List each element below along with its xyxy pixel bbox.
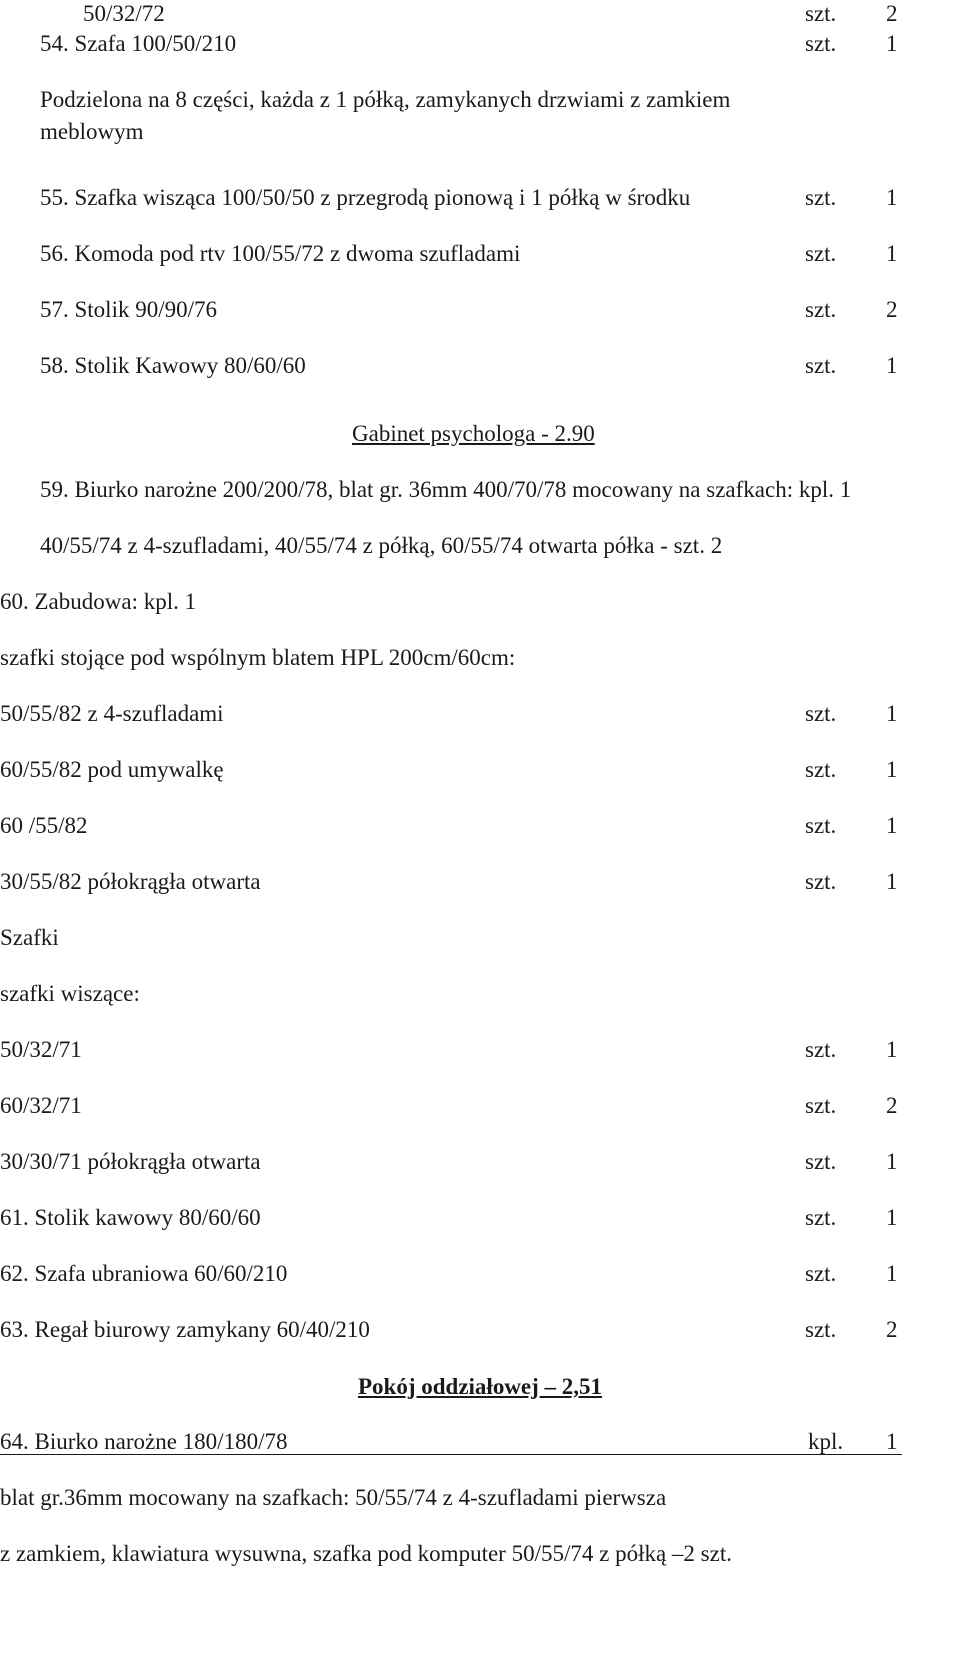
- cabinet-row: 50/55/82 z 4-szufladami: [0, 701, 224, 726]
- item-60-text: 60. Zabudowa: kpl. 1: [0, 589, 197, 614]
- item-qty: 2: [886, 1, 898, 26]
- cabinet-unit: szt.: [805, 701, 837, 726]
- wall-cabinet-row: 30/30/71 półokrągła otwarta: [0, 1149, 261, 1174]
- item-63-text: 63. Regał biurowy zamykany 60/40/210: [0, 1317, 370, 1342]
- item-54-description: Podzielona na 8 części, każda z 1 półką, zamykanych drzwiami z zamkiem: [40, 87, 731, 112]
- section-heading-pokoj: Pokój oddziałowej – 2,51: [358, 1374, 603, 1399]
- item-62-unit: szt.: [805, 1261, 837, 1286]
- item-54-unit: szt.: [805, 31, 837, 56]
- wall-cabinet-qty: 1: [886, 1037, 898, 1062]
- section-heading-gabinet: Gabinet psychologa - 2.90: [352, 421, 595, 446]
- item-58-text: 58. Stolik Kawowy 80/60/60: [40, 353, 306, 378]
- item-text: 50/32/72: [83, 1, 165, 26]
- wall-cabinet-qty: 2: [886, 1093, 898, 1118]
- item-62-qty: 1: [886, 1261, 898, 1286]
- item-57-qty: 2: [886, 297, 898, 322]
- item-59-details: 40/55/74 z 4-szufladami, 40/55/74 z półką, 60/55/74 otwarta półka - szt. 2: [40, 533, 723, 558]
- item-56-text: 56. Komoda pod rtv 100/55/72 z dwoma szufladami: [40, 241, 521, 266]
- wall-cabinet-unit: szt.: [805, 1149, 837, 1174]
- item-64-qty: 1: [886, 1429, 898, 1454]
- item-56-qty: 1: [886, 241, 898, 266]
- cabinet-unit: szt.: [805, 813, 837, 838]
- item-64-unit: kpl.: [808, 1429, 844, 1454]
- cabinet-qty: 1: [886, 701, 898, 726]
- item-61-unit: szt.: [805, 1205, 837, 1230]
- item-60-subheading: szafki stojące pod wspólnym blatem HPL 200cm/60cm:: [0, 645, 516, 670]
- cabinets-label: Szafki: [0, 925, 59, 950]
- item-55-qty: 1: [886, 185, 898, 210]
- cabinet-unit: szt.: [805, 757, 837, 782]
- item-59-text: 59. Biurko narożne 200/200/78, blat gr. 36mm 400/70/78 mocowany na szafkach: kpl. 1: [40, 477, 852, 502]
- cabinet-row: 60 /55/82: [0, 813, 88, 838]
- cabinet-qty: 1: [886, 757, 898, 782]
- wall-cabinet-row: 50/32/71: [0, 1037, 82, 1062]
- item-unit: szt.: [805, 1, 837, 26]
- item-54-qty: 1: [886, 31, 898, 56]
- cabinet-qty: 1: [886, 869, 898, 894]
- item-64-text: 64. Biurko narożne 180/180/78: [0, 1429, 288, 1454]
- item-63-unit: szt.: [805, 1317, 837, 1342]
- cabinet-row: 60/55/82 pod umywalkę: [0, 757, 224, 782]
- item-57-unit: szt.: [805, 297, 837, 322]
- item-55-text: 55. Szafka wisząca 100/50/50 z przegrodą pionową i 1 półką w środku: [40, 185, 691, 210]
- wall-cabinet-unit: szt.: [805, 1037, 837, 1062]
- cabinet-qty: 1: [886, 813, 898, 838]
- cabinet-unit: szt.: [805, 869, 837, 894]
- item-55-unit: szt.: [805, 185, 837, 210]
- item-58-qty: 1: [886, 353, 898, 378]
- item-61-text: 61. Stolik kawowy 80/60/60: [0, 1205, 261, 1230]
- item-63-qty: 2: [886, 1317, 898, 1342]
- wall-cabinets-label: szafki wiszące:: [0, 981, 140, 1006]
- item-54-description-cont: meblowym: [40, 119, 144, 144]
- item-64-details: blat gr.36mm mocowany na szafkach: 50/55/74 z 4-szufladami pierwsza: [0, 1485, 667, 1510]
- item-57-text: 57. Stolik 90/90/76: [40, 297, 217, 322]
- item-56-unit: szt.: [805, 241, 837, 266]
- wall-cabinet-qty: 1: [886, 1149, 898, 1174]
- cabinet-row: 30/55/82 półokrągła otwarta: [0, 869, 261, 894]
- item-58-unit: szt.: [805, 353, 837, 378]
- wall-cabinet-unit: szt.: [805, 1093, 837, 1118]
- item-61-qty: 1: [886, 1205, 898, 1230]
- item-62-text: 62. Szafa ubraniowa 60/60/210: [0, 1261, 288, 1286]
- item-64-underline: [0, 1454, 902, 1455]
- wall-cabinet-row: 60/32/71: [0, 1093, 82, 1118]
- item-54-text: 54. Szafa 100/50/210: [40, 31, 237, 56]
- item-64-details-cont: z zamkiem, klawiatura wysuwna, szafka pod komputer 50/55/74 z półką –2 szt.: [0, 1541, 732, 1566]
